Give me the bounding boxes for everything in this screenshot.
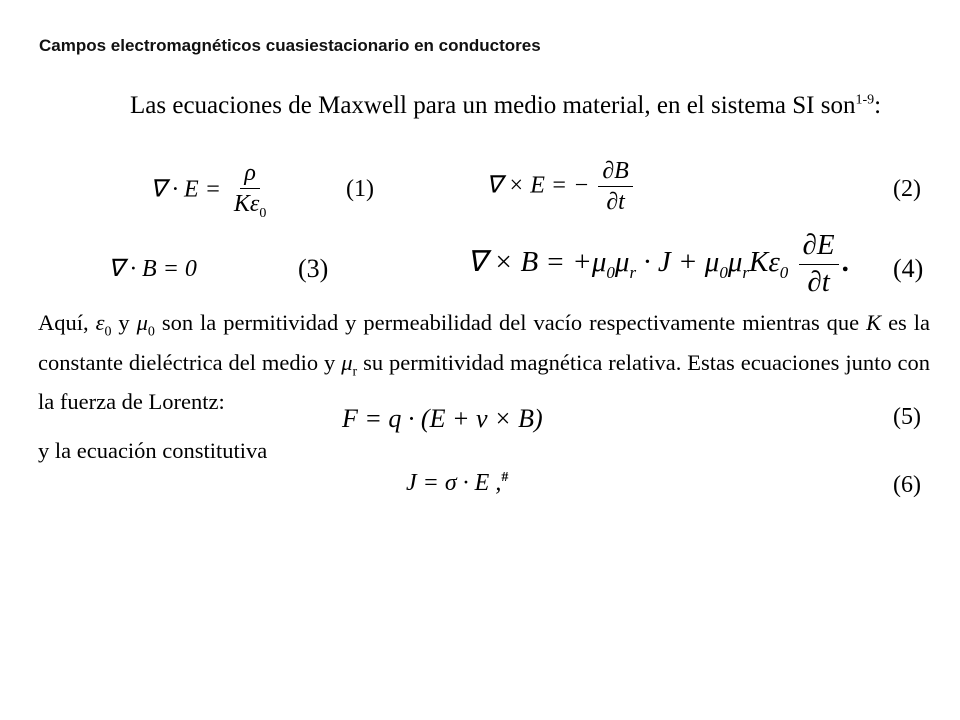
intro-sentence: Las ecuaciones de Maxwell para un medio material, en el sistema SI son bbox=[130, 92, 856, 119]
intro-text bbox=[130, 92, 881, 120]
equation-5: F = q · (E + v × B) bbox=[342, 404, 543, 433]
eq4-fraction bbox=[799, 230, 839, 299]
equation-5-number: (5) bbox=[893, 404, 921, 430]
k-symbol: K bbox=[866, 310, 882, 335]
eq4-k-eps: Kε bbox=[749, 246, 780, 279]
eq1-lhs: ∇ · E = bbox=[150, 176, 221, 203]
equation-1-number: (1) bbox=[346, 176, 374, 202]
eq1-fraction bbox=[230, 160, 270, 222]
para-part4: su permitividad magnética relativa. Estas ecuaciones junto con la fuerza de Lorentz: bbox=[38, 349, 930, 414]
mur-symbol: μ bbox=[341, 349, 353, 375]
eq1-denominator-base: Kε bbox=[233, 191, 260, 218]
description-paragraph bbox=[38, 308, 930, 417]
eq1-denominator-sub: 0 bbox=[259, 206, 267, 222]
mur-sub: r bbox=[352, 364, 358, 379]
eq2-fraction bbox=[598, 158, 633, 216]
eq6-expr: J = σ · E , bbox=[406, 470, 502, 496]
mu-sub: 0 bbox=[147, 324, 155, 340]
equation-1 bbox=[150, 160, 273, 222]
eq4-sub-0c: 0 bbox=[779, 262, 789, 282]
equation-4-number: (4) bbox=[893, 254, 924, 283]
eq6-mark: # bbox=[501, 470, 509, 485]
equation-6-number: (6) bbox=[893, 472, 921, 498]
eq2-numerator: ∂B bbox=[598, 158, 633, 187]
eq4-sub-r2: r bbox=[742, 262, 750, 282]
equation-3: ∇ · B = 0 bbox=[108, 256, 197, 282]
eq4-tail: . bbox=[841, 246, 849, 279]
eq1-denominator bbox=[230, 189, 270, 221]
eq4-denominator: ∂t bbox=[807, 265, 830, 298]
eq4-term2: · J + μ bbox=[636, 246, 720, 279]
para-part3: es la constante dieléctrica del medio y bbox=[38, 310, 931, 375]
para-part1: Aquí, bbox=[38, 310, 96, 335]
equation-3-number: (3) bbox=[298, 254, 329, 283]
equation-2 bbox=[486, 158, 636, 216]
equation-4 bbox=[467, 230, 849, 299]
eq4-mu-r: μ bbox=[614, 246, 630, 279]
constitutive-text: y la ecuación constitutiva bbox=[38, 438, 268, 463]
eq2-lhs: ∇ × E = − bbox=[486, 172, 590, 199]
para-and: y bbox=[111, 310, 137, 335]
eq4-sub-r: r bbox=[629, 262, 637, 282]
eq4-mu-r2: μ bbox=[727, 246, 743, 279]
epsilon-sub: 0 bbox=[104, 324, 112, 340]
eq4-lhs: ∇ × B = +μ bbox=[467, 246, 607, 279]
eq4-sub-0b: 0 bbox=[719, 262, 728, 282]
intro-suffix: : bbox=[874, 92, 882, 119]
equation-2-number: (2) bbox=[893, 176, 921, 202]
equation-6 bbox=[406, 470, 508, 497]
eq4-sub-0a: 0 bbox=[606, 262, 615, 282]
page-title: Campos electromagnéticos cuasiestacionario en conductores bbox=[39, 36, 541, 55]
epsilon-symbol: ε bbox=[95, 310, 105, 335]
mu-symbol: μ bbox=[136, 310, 148, 335]
eq4-numerator: ∂E bbox=[799, 230, 839, 265]
para-part2: son la permitividad y permeabilidad del vacío respectivamente mientras que bbox=[154, 310, 867, 335]
citation-superscript: 1-9 bbox=[855, 92, 875, 108]
eq1-numerator: ρ bbox=[240, 160, 260, 189]
eq2-denominator: ∂t bbox=[606, 189, 625, 216]
